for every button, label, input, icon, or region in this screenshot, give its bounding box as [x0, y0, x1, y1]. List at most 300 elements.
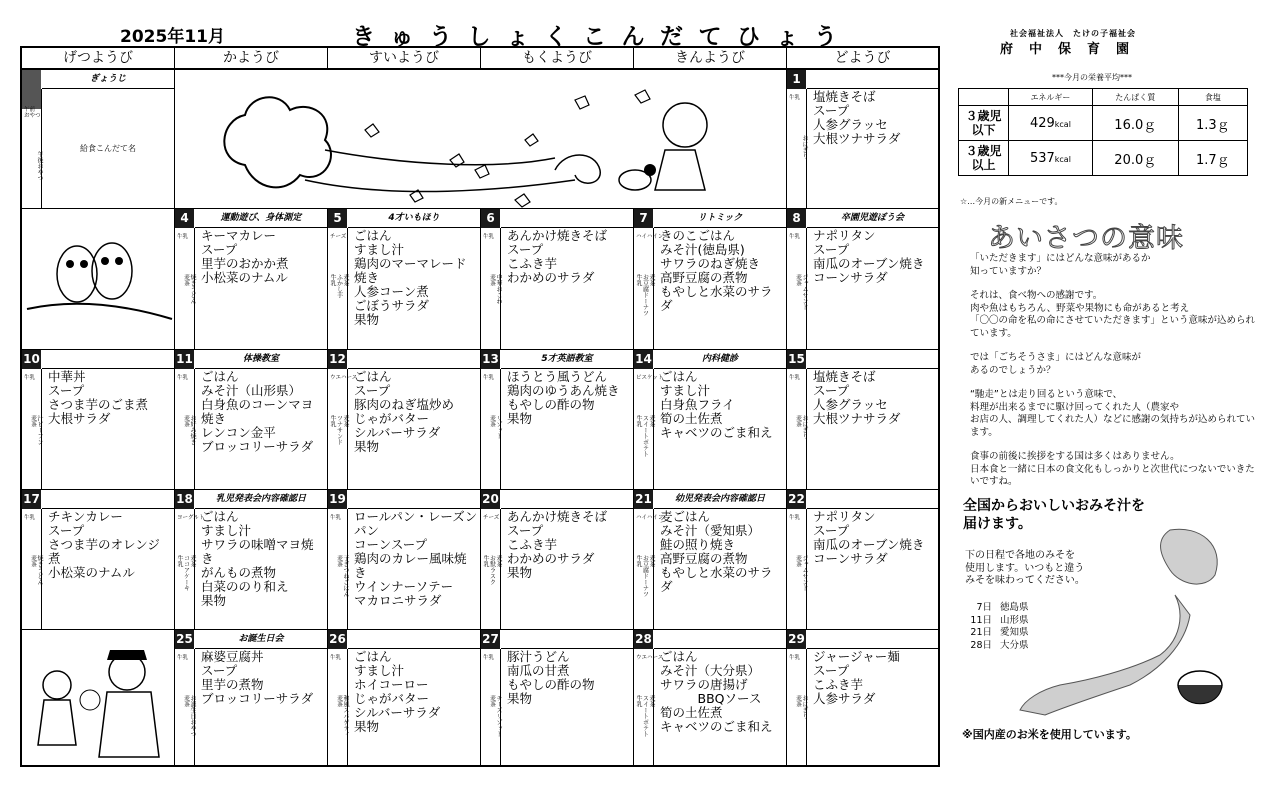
day-event [807, 630, 938, 649]
menu-item: 大根ツナサラダ [813, 131, 901, 146]
afternoon-snack-item: お好み焼き [189, 415, 196, 445]
legend-side-top-2: おやつ [24, 113, 41, 119]
morning-snack-item: 牛乳 [177, 375, 189, 381]
menu-item: サワラのねぎ焼き [660, 256, 761, 271]
morning-snack-item: 牛乳 [24, 515, 36, 521]
menu-item: ごぼうサラダ [354, 298, 429, 313]
afternoon-snack-item: 麦茶 [488, 415, 496, 427]
afternoon-snack [481, 555, 501, 625]
afternoon-snack-item: 麦茶 [29, 415, 37, 427]
police-child-illustration [22, 630, 175, 767]
morning-snack-item: 牛乳 [789, 95, 801, 101]
afternoon-snack-item: 牛乳 [635, 555, 642, 567]
afternoon-snack [481, 695, 501, 763]
day-event [501, 209, 633, 228]
nutrition-header-protein: たんぱく質 [1092, 89, 1178, 106]
afternoon-snack-item: 麦茶 [794, 415, 802, 427]
menu-item: ブロッコリーサラダ [201, 691, 314, 706]
menu-item: すまし汁 [354, 242, 405, 257]
snack-column [22, 369, 42, 489]
afternoon-snack [634, 274, 654, 345]
lunch-menu [507, 650, 631, 706]
afternoon-snack-item: スイートポテト [641, 695, 649, 737]
lunch-menu [201, 229, 325, 285]
menu-item: わかめのサラダ [507, 551, 595, 566]
afternoon-snack-item: 牛乳 [635, 415, 642, 427]
snack-column [634, 649, 664, 767]
morning-snack-item: 牛乳 [483, 375, 495, 381]
menu-item: レンコン金平 [201, 425, 276, 440]
day-event [42, 490, 174, 509]
menu-item: 人参サラダ [813, 691, 876, 706]
afternoon-snack-item: ココアケーキ [182, 555, 190, 591]
menu-item: もやしと水菜のサラダ [660, 284, 773, 313]
nutrition-salt: 1.7ｇ [1178, 141, 1247, 176]
morning-snack-item: 牛乳 [177, 234, 189, 240]
afternoon-snack-item: 麦茶 [29, 555, 37, 567]
menu-item: すまし汁 [660, 383, 711, 398]
day-event [348, 350, 480, 369]
day-number: 22 [787, 490, 806, 509]
menu-item: コーンサラダ [813, 270, 888, 285]
menu-item: 豚汁うどん [507, 649, 570, 664]
day-number: 20 [481, 490, 500, 509]
snack-column [175, 228, 195, 349]
greeting-paragraph: 「いただきます」にはどんな意味があるか 知っていますか？ [970, 253, 1151, 277]
morning-snack [24, 515, 35, 521]
afternoon-snack-item: 麦茶 [342, 274, 349, 286]
menu-item: 南瓜のオーブン焼き [813, 537, 925, 552]
morning-snack-item: 牛乳 [483, 655, 495, 661]
morning-snack [330, 655, 341, 661]
afternoon-snack-item: おにぎり [801, 695, 808, 719]
nutrition-salt: 1.3ｇ [1178, 106, 1247, 141]
afternoon-snack-item: 麦茶 [648, 415, 655, 427]
snack-column [481, 649, 501, 767]
day-number: 12 [328, 350, 347, 369]
menu-item: さつま芋のオレンジ煮 [48, 537, 160, 566]
menu-item: サワラの味噌マヨ焼き [201, 537, 314, 566]
day-cell [328, 630, 481, 767]
lunch-menu [354, 650, 478, 734]
afternoon-snack-item: 麦茶 [488, 695, 496, 707]
afternoon-snack [787, 555, 807, 625]
miso-text-line: 下の日程で各地のみそを [965, 550, 1075, 561]
day-cell [787, 209, 938, 350]
snack-column [787, 509, 807, 629]
day-cell [328, 490, 481, 630]
menu-item: 小松菜のナムル [48, 565, 135, 580]
afternoon-snack-item: 麦茶 [182, 274, 190, 286]
facility-corp: 社会福祉法人 たけの子福祉会 [1010, 29, 1136, 38]
afternoon-snack-item: 麦茶 [648, 695, 655, 707]
menu-item: コーンスープ [354, 537, 428, 552]
day-number: 19 [328, 490, 347, 509]
menu-item: あんかけ焼きそば [507, 509, 608, 524]
menu-item: マカロニサラダ [354, 593, 442, 608]
morning-snack [177, 655, 188, 661]
facility-name: 府中保育園 [1000, 42, 1146, 57]
day-event: 運動遊び、身体測定 [195, 209, 327, 228]
menu-item: ナポリタン [813, 228, 876, 243]
day-cell [328, 350, 481, 490]
menu-item: 塩焼きそば [813, 89, 876, 104]
menu-item: スープ [201, 663, 238, 678]
afternoon-snack-item: 麦茶 [182, 695, 190, 707]
lunch-menu [813, 90, 936, 146]
menu-item: 麻婆豆腐丼 [201, 649, 264, 664]
morning-snack [789, 515, 800, 521]
snack-column [175, 369, 195, 489]
morning-snack [24, 375, 35, 381]
rice-note: ※国内産のお米を使用しています。 [962, 728, 1137, 741]
afternoon-snack-item: 麦茶 [648, 555, 655, 567]
day-event [348, 630, 480, 649]
menu-item: 高野豆腐の煮物 [660, 270, 748, 285]
menu-item: 塩焼きそば [813, 369, 876, 384]
illustration-autumn-wind [175, 70, 787, 209]
day-number: 29 [787, 630, 806, 649]
nutrition-title: ***今月の栄養平均*** [1052, 73, 1132, 82]
lunch-menu [507, 229, 631, 285]
afternoon-snack [787, 695, 807, 763]
menu-item: 白菜ののり和え [201, 579, 289, 594]
menu-item: ごはん [354, 228, 392, 243]
greeting-paragraph: それは、食べ物への感謝です。 肉や魚はもちろん、野菜や果物にも命があると考え 「〇〇の命を私の命にさせていただきます」という意味が込められています。 [970, 290, 1256, 339]
miso-text-line: 使用します。いつもと違う [965, 562, 1085, 574]
menu-item: 白身魚フライ [660, 397, 735, 412]
day-cell [22, 490, 175, 630]
day-number: 1 [787, 70, 806, 89]
afternoon-snack [175, 415, 195, 485]
lunch-menu [354, 229, 478, 327]
lunch-menu [201, 370, 325, 454]
afternoon-snack-item: 汁ビーフン [36, 415, 43, 445]
day-number: 5 [328, 209, 347, 228]
nutrition-header-salt: 食塩 [1178, 89, 1247, 106]
menu-item: みそ汁（大分県） [660, 663, 761, 678]
morning-snack [483, 375, 494, 381]
snack-column [328, 509, 348, 629]
day-number: 11 [175, 350, 194, 369]
afternoon-snack-item: 麦茶 [182, 415, 190, 427]
afternoon-snack-item: 牛乳 [635, 274, 642, 286]
snack-column [328, 369, 358, 489]
menu-item: 果物 [354, 439, 380, 454]
day-cell [481, 209, 634, 350]
afternoon-snack-item: おにぎり [801, 415, 808, 439]
snack-column [328, 649, 348, 767]
lunch-menu [354, 510, 478, 608]
morning-snack [789, 655, 800, 661]
afternoon-snack-item: お誕生日おやつ [189, 695, 196, 737]
nutrition-protein: 20.0ｇ [1092, 141, 1178, 176]
lunch-menu [201, 510, 325, 608]
nutrition-row-over3 [959, 141, 1248, 176]
afternoon-snack-item: お豆腐ドーナツ [641, 555, 649, 597]
afternoon-snack-item: 牛乳 [329, 274, 336, 286]
menu-item: ごはん [660, 369, 698, 384]
day-cell [481, 350, 634, 490]
menu-item: すまし汁 [201, 523, 252, 538]
nutrition-header-blank [959, 89, 1009, 106]
legend-label: 給食こんだて名 [80, 144, 136, 153]
morning-snack [789, 375, 800, 381]
day-event: 卒園児遊ぼう会 [807, 209, 938, 228]
morning-snack-item: 牛乳 [330, 655, 342, 661]
nutrition-energy: 429kcal [1009, 106, 1093, 141]
weekday-fri: きんようび [634, 48, 787, 70]
menu-item: ウインナーソテー [354, 579, 454, 594]
menu-item: 鶏肉のゆうあん焼き [507, 383, 620, 398]
menu-item: スープ [813, 663, 850, 678]
menu-item: スープ [507, 523, 544, 538]
menu-item: スープ [813, 383, 850, 398]
menu-item: ほうとう風うどん [507, 369, 608, 384]
menu-item: スープ [48, 523, 85, 538]
day-cell [175, 209, 328, 350]
snack-column [481, 509, 501, 629]
menu-item: ごはん [354, 369, 392, 384]
lunch-menu [813, 650, 936, 706]
menu-item: スープ [813, 242, 850, 257]
afternoon-snack-item: おにぎり [801, 135, 808, 159]
japan-map-illustration [1000, 520, 1250, 720]
afternoon-snack-item: ジャムサンド [801, 274, 808, 310]
menu-item: 白身魚のコーンマヨ焼き [201, 397, 314, 426]
day-cell [175, 630, 328, 767]
greeting-paragraph: 食事の前後に挨拶をする国は多くはありません。 日本食と一緒に日本の食文化もしっかりと次世代につないでいきたいですね。 [970, 451, 1255, 487]
menu-item: ジャージャー麺 [813, 649, 900, 664]
day-number: 7 [634, 209, 653, 228]
menu-item: こふき芋 [507, 256, 558, 271]
menu-item: 大根サラダ [48, 411, 111, 426]
illustration-owls [22, 209, 175, 350]
afternoon-snack-item: 麦茶 [495, 555, 502, 567]
afternoon-snack-item: 麦茶 [335, 555, 343, 567]
menu-item: 果物 [354, 719, 380, 734]
afternoon-snack [481, 415, 501, 485]
afternoon-snack-item: 牛乳 [482, 555, 489, 567]
menu-item: 里芋のおかか煮 [201, 256, 289, 271]
lunch-menu [507, 370, 631, 426]
afternoon-snack [634, 415, 654, 485]
morning-snack [177, 234, 188, 240]
menu-item: 鶏肉のマーマレード焼き [354, 256, 467, 285]
day-event: 体操教室 [195, 350, 327, 369]
day-cell [481, 630, 634, 767]
lunch-menu [660, 370, 784, 440]
menu-item: すまし汁 [354, 663, 405, 678]
afternoon-snack [634, 695, 654, 763]
menu-item: 小松菜のナムル [201, 270, 288, 285]
snack-column [634, 509, 664, 629]
menu-item: チキンカレー [48, 509, 123, 524]
snack-column [481, 369, 501, 489]
menu-item: スープ [813, 103, 850, 118]
day-event [348, 490, 480, 509]
menu-item: みそ汁(徳島県) [660, 242, 745, 257]
menu-item: こふき芋 [507, 537, 558, 552]
afternoon-snack [328, 415, 348, 485]
miso-title-line: 届けます。 [963, 516, 1032, 532]
morning-snack-item: ウエハース [636, 655, 664, 661]
lunch-menu [48, 510, 172, 580]
lunch-menu [660, 510, 784, 594]
afternoon-snack-item: 麦茶 [335, 695, 343, 707]
day-cell [328, 209, 481, 350]
nutrition-table [958, 88, 1248, 176]
menu-item: もやしの酢の物 [507, 677, 595, 692]
snack-column [634, 228, 664, 349]
afternoon-snack [481, 274, 501, 345]
legend-side-top-1: 午前 [24, 107, 36, 113]
menu-item: 人参グラッセ [813, 397, 888, 412]
menu-item: 人参コーン煮 [354, 284, 429, 299]
afternoon-snack [328, 695, 348, 763]
schedule-item: 7日 徳島県 [976, 602, 1029, 613]
day-event: 4才いもほり [348, 209, 480, 228]
weekday-mon: げつようび [22, 48, 175, 70]
afternoon-snack-item: 麦茶 [794, 274, 802, 286]
snack-column [787, 649, 807, 767]
day-cell [634, 630, 787, 767]
menu-item: キャベツのごま和え [660, 425, 773, 440]
lunch-menu [48, 370, 172, 426]
menu-item: シルバーサラダ [354, 705, 441, 720]
lunch-menu [354, 370, 478, 454]
morning-snack-item: 牛乳 [789, 234, 801, 240]
day-event: 幼児発表会内容確認日 [654, 490, 786, 509]
month-title: 2025年11月 [120, 27, 225, 47]
day-number: 27 [481, 630, 500, 649]
miso-text-line: みそを味わってください。 [965, 575, 1085, 586]
afternoon-snack-item: 子ぎつねごはん [342, 555, 349, 597]
menu-item: ごはん [660, 649, 698, 664]
menu-item: コーンサラダ [813, 551, 888, 566]
snack-column [481, 228, 501, 349]
menu-item: さつま芋のごま煮 [48, 397, 149, 412]
afternoon-snack-item: お豆腐ドーナツ [641, 274, 649, 316]
afternoon-snack [328, 555, 348, 625]
afternoon-snack-item: 中華おこわ [495, 274, 502, 304]
day-number: 26 [328, 630, 347, 649]
page-title: きゅうしょくこんだてひょう [352, 24, 853, 50]
menu-item: じゃがバター [354, 411, 430, 426]
morning-snack-item: ハイハイン [636, 234, 664, 240]
day-event [501, 630, 633, 649]
afternoon-snack-item: スイートポテト [641, 415, 649, 457]
lunch-menu [813, 510, 936, 566]
day-number: 28 [634, 630, 653, 649]
afternoon-snack [787, 415, 807, 485]
afternoon-snack [328, 274, 348, 345]
menu-item: じゃがバター [354, 691, 430, 706]
legend-cell [22, 70, 175, 209]
morning-snack [483, 234, 494, 240]
lunch-menu [660, 229, 784, 313]
menu-item: スープ [48, 383, 85, 398]
greeting-paragraph: “馳走”とは走り回るという意味で、 料理が出来るまでに駆け回ってくれた人（農家や お店の人、調理してくれた人）などに感謝の気持ちが込められています。 [970, 389, 1256, 438]
menu-item: 中華丼 [48, 369, 86, 384]
lunch-menu [507, 510, 631, 580]
menu-item: スープ [201, 242, 238, 257]
new-menu-note: ☆…今月の新メニューです。 [960, 197, 1063, 206]
day-event [42, 350, 174, 369]
menu-item: ホイコーロー [354, 677, 429, 692]
morning-snack [330, 234, 346, 240]
day-event: お誕生日会 [195, 630, 327, 649]
illustration-police-child [22, 630, 175, 767]
day-event [654, 630, 786, 649]
afternoon-snack [22, 415, 42, 485]
owls-illustration [22, 209, 175, 350]
menu-item: みそ汁（愛知県） [660, 523, 761, 538]
menu-item: ごはん [201, 509, 239, 524]
lunch-menu [813, 370, 936, 426]
snack-column [787, 369, 807, 489]
menu-item: キャベツのごま和え [660, 719, 773, 734]
morning-snack-item: ビスケット [636, 375, 664, 381]
snack-column [175, 649, 195, 767]
menu-item: みそ汁（山形県） [201, 383, 302, 398]
day-cell [787, 490, 938, 630]
menu-item: ごはん [354, 649, 392, 664]
day-number: 25 [175, 630, 194, 649]
morning-snack-item: 牛乳 [789, 375, 801, 381]
day-number: 21 [634, 490, 653, 509]
morning-snack [789, 234, 800, 240]
day-cell [634, 490, 787, 630]
menu-item: あんかけ焼きそば [507, 228, 608, 243]
menu-item: 果物 [507, 411, 533, 426]
day-number: 18 [175, 490, 194, 509]
day-number: 14 [634, 350, 653, 369]
weekday-wed: すいようび [328, 48, 481, 70]
menu-item: 果物 [201, 593, 227, 608]
snack-column [787, 89, 807, 208]
afternoon-snack-item: 牛乳 [635, 695, 642, 707]
day-event: 内科健診 [654, 350, 786, 369]
day-event [807, 350, 938, 369]
morning-snack [483, 515, 499, 521]
day-event [501, 490, 633, 509]
menu-item: こふき芋 [813, 677, 864, 692]
morning-snack-item: 牛乳 [789, 655, 801, 661]
morning-snack-item: ハイハイン [636, 515, 664, 521]
menu-item: 里芋の煮物 [201, 677, 264, 692]
menu-item: BBQソース [660, 691, 762, 706]
nutrition-energy: 537kcal [1009, 141, 1093, 176]
afternoon-snack-item: お麩ラスク [488, 555, 496, 585]
menu-item: 人参グラッセ [813, 117, 888, 132]
afternoon-snack-item: リゾット [495, 415, 502, 439]
snack-column [22, 509, 42, 629]
day-cell [787, 70, 938, 209]
menu-item: 果物 [354, 312, 380, 327]
menu-item: 南瓜の甘煮 [507, 663, 570, 678]
day-cell [481, 490, 634, 630]
autumn-wind-illustration [175, 70, 787, 209]
afternoon-snack-item: 麦茶 [342, 415, 349, 427]
menu-item: サワラの唐揚げ [660, 677, 748, 692]
morning-snack-item: チーズ [330, 234, 347, 240]
menu-item: 筍の土佐煮 [660, 705, 723, 720]
menu-item: 果物 [507, 691, 533, 706]
afternoon-snack [175, 555, 195, 625]
menu-item: もやしと水菜のサラダ [660, 565, 773, 594]
nutrition-protein: 16.0ｇ [1092, 106, 1178, 141]
